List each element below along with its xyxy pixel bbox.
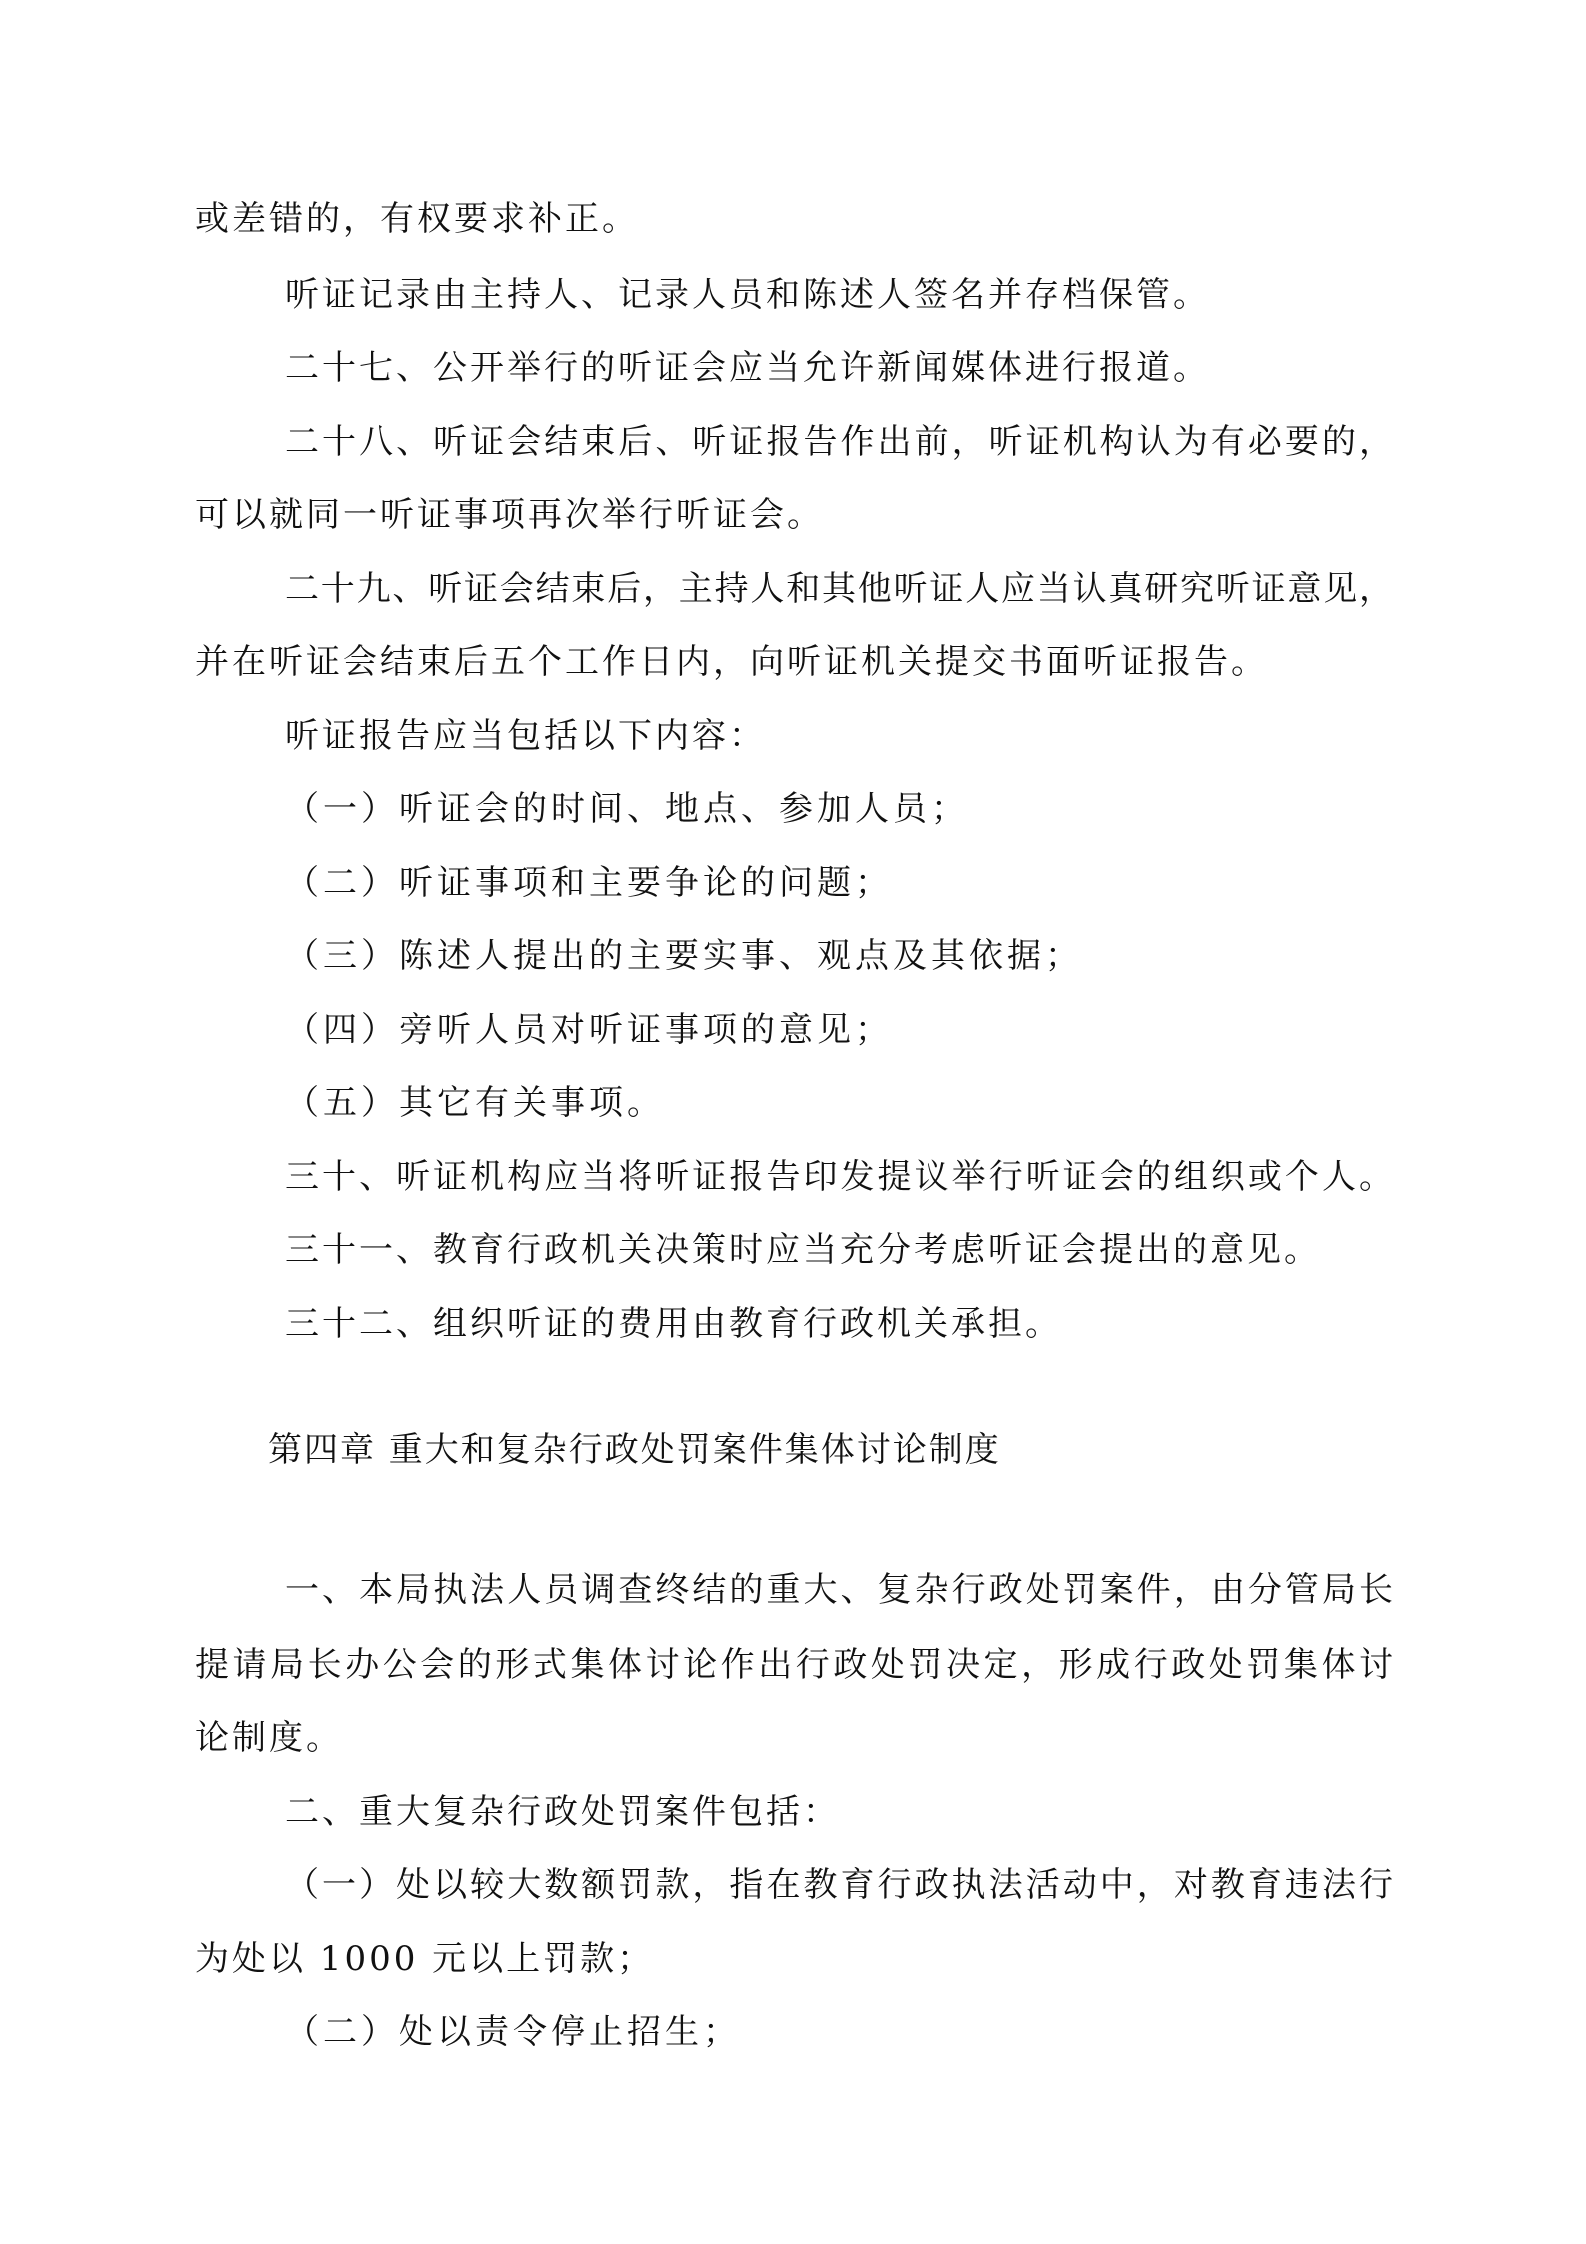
list-item: （一）听证会的时间、地点、参加人员； xyxy=(285,789,969,829)
text-line: 二十七、公开举行的听证会应当允许新闻媒体进行报道。 xyxy=(285,348,1210,388)
text-line: 三十、听证机构应当将听证报告印发提议举行听证会的组织或个人。 xyxy=(285,1157,1393,1197)
text-line: 提请局长办公会的形式集体讨论作出行政处罚决定，形成行政处罚集体讨 xyxy=(195,1645,1393,1685)
text-line: 二、重大复杂行政处罚案件包括： xyxy=(285,1792,840,1832)
list-item: （三）陈述人提出的主要实事、观点及其依据； xyxy=(285,936,1083,976)
text-line: 二十九、听证会结束后，主持人和其他听证人应当认真研究听证意见， xyxy=(285,569,1393,609)
text-line: 论制度。 xyxy=(195,1718,343,1758)
list-item: （一）处以较大数额罚款，指在教育行政执法活动中，对教育违法行 xyxy=(285,1865,1393,1905)
list-item: （五）其它有关事项。 xyxy=(285,1083,665,1123)
list-item: （二）听证事项和主要争论的问题； xyxy=(285,863,893,903)
chapter-heading: 第四章 重大和复杂行政处罚案件集体讨论制度 xyxy=(268,1430,1001,1470)
text-line: 三十二、组织听证的费用由教育行政机关承担。 xyxy=(285,1304,1062,1344)
text-line: 三十一、教育行政机关决策时应当充分考虑听证会提出的意见。 xyxy=(285,1230,1321,1270)
text-line: 并在听证会结束后五个工作日内，向听证机关提交书面听证报告。 xyxy=(195,642,1268,682)
text-line: 为处以 1000 元以上罚款； xyxy=(195,1939,655,1979)
list-item: （二）处以责令停止招生； xyxy=(285,2012,741,2052)
text-line: 或差错的，有权要求补正。 xyxy=(195,199,639,239)
text-line: 二十八、听证会结束后、听证报告作出前，听证机构认为有必要的， xyxy=(285,422,1393,462)
text-line: 可以就同一听证事项再次举行听证会。 xyxy=(195,495,824,535)
text-line: 听证报告应当包括以下内容： xyxy=(285,716,766,756)
list-item: （四）旁听人员对听证事项的意见； xyxy=(285,1010,893,1050)
text-line: 一、本局执法人员调查终结的重大、复杂行政处罚案件，由分管局长 xyxy=(285,1570,1393,1610)
text-line: 听证记录由主持人、记录人员和陈述人签名并存档保管。 xyxy=(285,275,1210,315)
